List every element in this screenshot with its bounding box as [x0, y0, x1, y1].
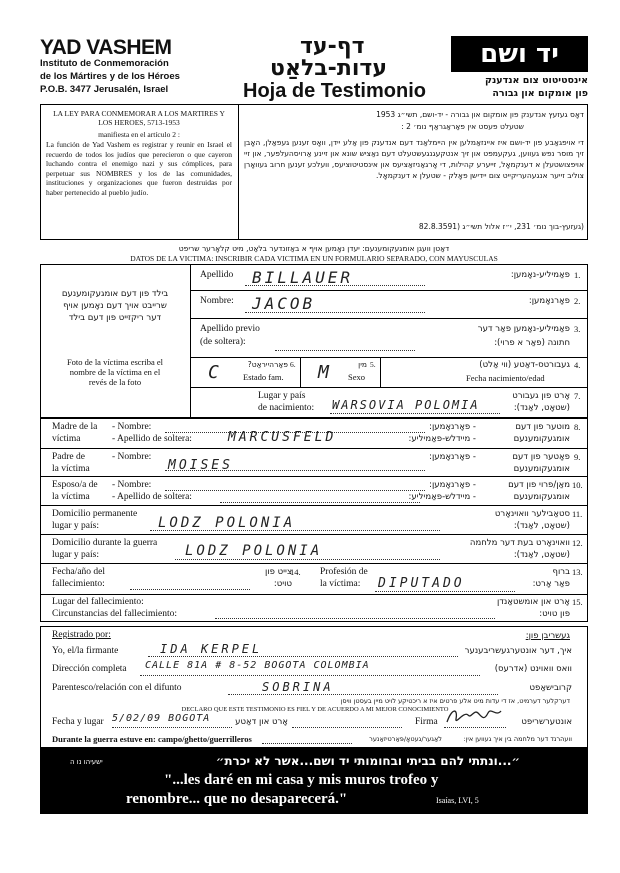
- surname-label-hebrew: פאַמיליע-נאָמען:: [510, 270, 570, 280]
- logo-text: יד ושם: [480, 39, 559, 69]
- law-hebrew-title: דאָס געזעץ אנדענק פון אומקום און גבורה - יד-ושם, תשי״ג 1953: [376, 110, 584, 119]
- mother-maiden-value[interactable]: MARCUSFELD: [228, 430, 337, 445]
- death-date-label-2: fallecimiento:: [52, 579, 105, 589]
- registered-by-label: Registrado por:: [52, 630, 111, 640]
- field-number-8: 8.: [574, 422, 581, 432]
- death-date-hebrew-2: טויט:: [273, 579, 292, 589]
- field-number-4: 4.: [574, 360, 581, 370]
- logo-subtitle-1: אינסטיטוט צום אנדענק: [484, 75, 588, 86]
- relationship-value[interactable]: SOBRINA: [262, 680, 334, 694]
- wartime-address-label: Domicilio durante la guerra: [52, 538, 158, 548]
- father-firstname-value[interactable]: MOISES: [168, 458, 233, 473]
- permanent-address-label-2: lugar y país:: [52, 521, 99, 531]
- birth-date-hebrew: געבורטס-דאַטע (ווי אַלט): [479, 360, 570, 370]
- maiden-name-label-2: (de soltera):: [200, 337, 246, 347]
- signer-value[interactable]: IDA KERPEL: [160, 642, 263, 656]
- profession-value[interactable]: DIPUTADO: [378, 576, 465, 591]
- document-title: Hoja de Testimonio: [243, 80, 426, 102]
- permanent-address-hebrew-2: (שטאָט, לאַנד):: [513, 521, 570, 531]
- relationship-hebrew: קרובישאַפט: [529, 683, 572, 693]
- spouse-hebrew-2: - מיידלש-פאַמיליע:: [408, 492, 476, 502]
- mother-hebrew-3: מוטער פון דעם: [515, 422, 570, 432]
- death-date-label: Fecha/año del: [52, 567, 106, 577]
- birthplace-hebrew-2: (שטאָט, לאַנד):: [513, 403, 570, 413]
- quote-spanish-1: "...les daré en mi casa y mis muros trofeo y: [164, 772, 439, 788]
- signer-label: Yo, el/la firmante: [52, 646, 119, 656]
- law-hebrew-ref: (געזעץ-בוך נומ׳ 231, י״ז אלול תשי״ג (82.8.3591: [418, 222, 584, 231]
- declaration-hebrew: דערקלער דערמיט, אז די עדות מיט אלע פרטים איז א ריכטיקע לויט מיין בעסטן וויסן: [340, 697, 570, 705]
- sex-hebrew: מין: [358, 360, 367, 369]
- field-number-15: 15.: [572, 597, 583, 607]
- permanent-address-hebrew: סטאַבילער וואוינאָרט: [494, 509, 570, 519]
- spouse-firstname-label: - Nombre:: [112, 480, 152, 490]
- law-hebrew-subtitle: שטעלט פעסט אין פאַראַגראַף נומ׳ 2 :: [401, 122, 524, 131]
- father-hebrew: - פאָרנאָמען:: [429, 452, 476, 462]
- org-address: P.O.B. 3477 Jerusalén, Israel: [40, 84, 169, 95]
- first-name-value[interactable]: JACOB: [252, 294, 316, 313]
- birthplace-label: Lugar y país: [258, 391, 306, 401]
- quote-spanish-ref: Isaías, LVI, 5: [436, 796, 479, 805]
- spouse-maiden-label: - Apellido de soltera:: [112, 492, 192, 502]
- death-date-hebrew: צייט פון: [265, 567, 292, 577]
- profession-label: Profesión de: [320, 567, 368, 577]
- maiden-name-hebrew-2: חתונה (פאַר א פרוי):: [494, 338, 570, 348]
- relationship-label: Parentesco/relación con el difunto: [52, 683, 182, 693]
- org-title: YAD VASHEM: [40, 36, 172, 59]
- wartime-address-hebrew: וואוינאָרט בעת דער מלחמה: [469, 538, 570, 548]
- signature-mark[interactable]: [444, 705, 504, 727]
- quote-spanish-2: renombre... que no desaparecerá.": [126, 791, 348, 807]
- first-name-label: Nombre:: [200, 296, 234, 306]
- mother-hebrew: - פאָרנאָמען:: [429, 422, 476, 432]
- father-hebrew-3: אומגעקומענעם: [513, 464, 570, 474]
- wartime-address-label-2: lugar y país:: [52, 550, 99, 560]
- birthplace-hebrew: אָרט פון געבורט: [512, 391, 570, 401]
- field-number-5: 5.: [370, 360, 376, 369]
- first-name-label-hebrew: פאָרנאָמען:: [528, 296, 570, 306]
- wartime-address-hebrew-2: (שטאָט, לאַנד):: [513, 550, 570, 560]
- field-number-14: 14.: [290, 567, 301, 577]
- logo-subtitle-2: פון אומקום און גבורה: [492, 88, 588, 99]
- field-number-12: 12.: [572, 538, 583, 548]
- signer-hebrew: איך, דער אונטערגעשריבענער: [464, 646, 572, 656]
- address-value[interactable]: CALLE 81A # 8-52 BOGOTA COLOMBIA: [145, 660, 370, 671]
- death-circumstances-label: Circunstancias del fallecimiento:: [52, 609, 178, 619]
- org-subtitle-1: Instituto de Conmemoración: [40, 58, 169, 69]
- wartime-address-value[interactable]: LODZ POLONIA: [185, 543, 323, 559]
- photo-hebrew: בילד פון דעם אומגעקומענעם שרייבט אויך דעם נאָמען אויף דער ריקזייט פון דעם בילד: [61, 289, 169, 323]
- surname-value[interactable]: BILLAUER: [252, 268, 354, 287]
- mother-hebrew-2: - מיידלש-פאַמיליע:: [408, 434, 476, 444]
- father-label: Padre de: [52, 452, 85, 462]
- profession-label-2: la víctima:: [320, 579, 361, 589]
- field-number-9: 9.: [574, 452, 581, 462]
- law-hebrew-body: די אויפגאַבע פון יד-ושם איז איינזאַמלען אין היימלאַנד דעם אנדענק פון אַלע יידן, וואָס זענען געפאַלן, האָבן זיך מוסר נפש געווען, געקעמפט און זיך אנטקעגנגעשטעלט דעם נאַציש שונא און זיינע אַרויסהעלפער, און זיי אויפצושטעלן א דענקמאָל, זייערע קהילות, די אָרגאַניזאַציעס און אינסטיטוציעס, וועלכע זענען חרוב געוואָרן צוליב זייער אנגעהעריקייט צום יידישן פאָלק - שטעלן א דענקמאָל.: [244, 138, 584, 180]
- quote-hebrew: ״...ונתתי להם בביתי ובחומותי יד ושם...אשר לא יכרת״: [215, 754, 520, 768]
- field-number-10: 10.: [572, 480, 583, 490]
- instructions-hebrew: דאַטן וועגן אומגעקומענעם: יעדן נאָמען אויף א באַזונדער בלאַט, מיט קלאָרער שריפט: [178, 244, 450, 253]
- marital-status-label: Estado fam.: [243, 372, 284, 382]
- spouse-label: Esposo/a de: [52, 480, 98, 490]
- yad-vashem-logo: [451, 36, 588, 72]
- field-number-1: 1.: [574, 270, 581, 280]
- maiden-name-hebrew: פאַמיליע-נאָמען פאַר דער: [477, 324, 570, 334]
- address-hebrew: וואס וואוינט (אדרעס): [494, 664, 572, 674]
- law-title: LA LEY PARA CONMEMORAR A LOS MARTIRES Y LOS HEROES, 5713-1953: [53, 109, 225, 127]
- law-subtitle: manifiesta en el artículo 2 :: [98, 130, 180, 139]
- field-number-6: 6.: [290, 360, 296, 369]
- birth-date-label: Fecha nacimiento/edad: [466, 373, 545, 383]
- quote-banner: [40, 748, 588, 814]
- signature-label: Firma: [415, 717, 438, 727]
- profession-hebrew-2: פאַר אָרט:: [532, 579, 570, 589]
- wartime-location-hebrew: לאַגער/געטאָ/פּאַרטיזאַנער: [369, 735, 442, 743]
- mother-firstname-label: - Nombre:: [112, 422, 152, 432]
- permanent-address-label: Domicilio permanente: [52, 509, 138, 519]
- death-place-hebrew-2: פון טויט:: [539, 609, 570, 619]
- spouse-hebrew-3: מאַן/פרוי פון דעם: [508, 480, 570, 490]
- sex-value[interactable]: M: [318, 362, 332, 383]
- surname-label: Apellido: [200, 270, 234, 280]
- marital-status-hebrew: פאַרהייראַט?: [247, 360, 288, 369]
- death-place-label: Lugar del fallecimiento:: [52, 597, 144, 607]
- date-place-hebrew: אָרט און דאַטע: [235, 717, 288, 727]
- field-number-2: 2.: [574, 296, 581, 306]
- instructions-spanish: DATOS DE LA VICTIMA: INSCRIBIR CADA VICTIMA EN UN FORMULARIO SEPARADO, CON MAYUSCULAS: [130, 254, 498, 263]
- address-label: Dirección completa: [52, 664, 127, 674]
- spouse-label-2: la víctima: [52, 492, 90, 502]
- hebrew-title-2: עדות-בלאַט: [270, 56, 387, 81]
- father-hebrew-2: פאָטער פון דעם: [512, 452, 570, 462]
- sex-label: Sexo: [348, 372, 365, 382]
- spouse-hebrew-4: אומגעקומענעם: [513, 492, 570, 502]
- org-subtitle-2: de los Mártires y de los Héroes: [40, 71, 180, 82]
- signature-hebrew: אונטערשריפט: [521, 717, 572, 727]
- birthplace-value[interactable]: WARSOVIA POLOMIA: [332, 398, 480, 412]
- maiden-name-label: Apellido previo: [200, 324, 260, 334]
- profession-hebrew: ברוף: [552, 567, 570, 577]
- declaration-spanish: DECLARO QUE ESTE TESTIMONIO ES FIEL Y DE ACUERDO A MI MEJOR CONOCIMIENTO: [181, 706, 449, 713]
- quote-hebrew-ref: ישעיהו נו ה: [70, 758, 103, 766]
- date-place-value[interactable]: 5/02/09 BOGOTA: [112, 713, 211, 724]
- hebrew-title-1: דף-עד: [300, 34, 365, 59]
- registered-by-hebrew: געשריבן פון:: [525, 631, 570, 641]
- wartime-location-label: Durante la guerra estuve en: campo/ghetto/guerrilleros: [52, 734, 252, 744]
- permanent-address-value[interactable]: LODZ POLONIA: [158, 515, 296, 531]
- photo-spanish: Foto de la víctima escriba el nombre de la víctima en el revés de la foto: [66, 357, 164, 387]
- birthplace-label-2: de nacimiento:: [258, 403, 315, 413]
- spouse-hebrew: - פאָרנאָמען:: [429, 480, 476, 490]
- field-number-11: 11.: [572, 509, 583, 519]
- field-number-13: 13.: [572, 567, 583, 577]
- mother-hebrew-4: אומגעקומענעם: [513, 434, 570, 444]
- field-number-7: 7.: [574, 391, 581, 401]
- marital-status-value[interactable]: C: [208, 362, 222, 383]
- field-number-3: 3.: [574, 324, 581, 334]
- father-firstname-label: - Nombre:: [112, 452, 152, 462]
- death-place-hebrew: אָרט און אומשטאַנדן: [496, 597, 570, 607]
- mother-label: Madre de la: [52, 422, 98, 432]
- date-place-label: Fecha y lugar: [52, 717, 104, 727]
- mother-maiden-label: - Apellido de soltera:: [112, 434, 192, 444]
- law-body: La función de Yad Vashem es registrar y reunir en Israel el recuerdo de todos los judíos que perecieron o que cayeron luchando contra el enemigo nazi y sus cómplices, para perpetuar sus NOMBRES y los de las comunidades, instituciones y organizaciones que fueron destruidas por haber pertenecido al pueblo judío.: [46, 140, 232, 197]
- mother-label-2: víctima: [52, 434, 81, 444]
- wartime-location-hebrew-2: וועהרנד דער מלחמה בין איך געווען אין:: [463, 735, 572, 743]
- father-label-2: la víctima: [52, 464, 90, 474]
